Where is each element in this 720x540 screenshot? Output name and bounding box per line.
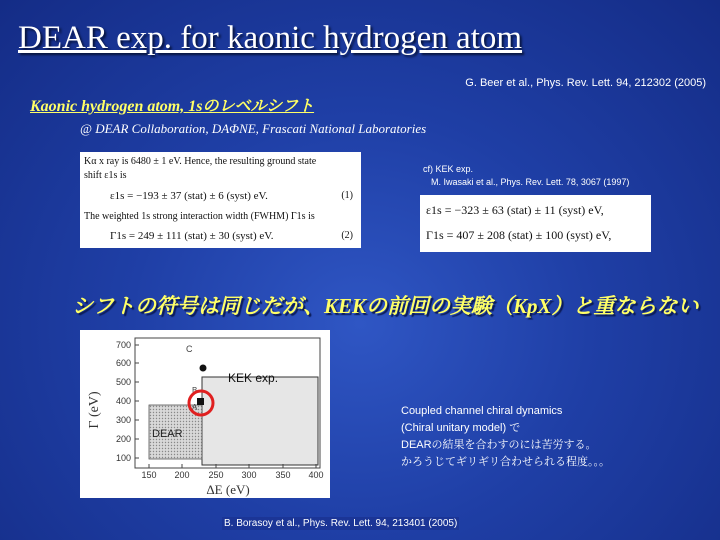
- y-axis-label: Γ (eV): [87, 391, 102, 429]
- note-line2: (Chiral unitary model) で: [401, 422, 521, 434]
- kek-equation-2: Γ1s = 407 ± 208 (stat) ± 100 (syst) eV,: [426, 228, 612, 242]
- chiral-dynamics-note: [401, 403, 610, 471]
- kek-region: [202, 377, 318, 465]
- slide-title: DEAR exp. for kaonic hydrogen atom: [18, 20, 523, 56]
- y-tick-label: 200: [115, 434, 131, 444]
- y-tick-label: 100: [115, 453, 131, 463]
- dear-equation-1: ε1s = −193 ± 37 (stat) ± 6 (syst) eV.: [110, 190, 268, 202]
- model-point-b: [197, 398, 204, 405]
- dear-text-line1: Kα x ray is 6480 ± 1 eV. Hence, the resulting ground state: [84, 156, 317, 167]
- slide-subtitle: Kaonic hydrogen atom, 1sのレベルシフト: [30, 98, 315, 115]
- headline-comparison: シフトの符号は同じだが、KEKの前回の実験（KpX）と重ならない: [72, 294, 699, 318]
- model-point-c: [200, 365, 207, 372]
- kek-region-label: KEK exp.: [228, 371, 279, 385]
- dear-result-box: [80, 152, 361, 248]
- y-tick-label: 400: [115, 396, 131, 406]
- dear-equation-2-number: (2): [341, 230, 353, 241]
- x-tick-label: 350: [275, 470, 291, 480]
- kek-reference-line2: M. Iwasaki et al., Phys. Rev. Lett. 78, 3067 (1997): [431, 177, 630, 187]
- dear-text-line2: shift ε1s is: [84, 170, 127, 181]
- kek-reference: [423, 163, 629, 189]
- dear-equation-1-number: (1): [341, 190, 353, 201]
- y-tick-label: 600: [115, 358, 131, 368]
- y-tick-label: 300: [115, 415, 131, 425]
- note-line1: Coupled channel chiral dynamics: [401, 405, 563, 417]
- point-letter-a: A: [192, 403, 198, 412]
- kek-equation-1: ε1s = −323 ± 63 (stat) ± 11 (syst) eV,: [426, 203, 604, 217]
- beer-reference: G. Beer et al., Phys. Rev. Lett. 94, 212302 (2005): [465, 77, 706, 89]
- x-tick-label: 300: [241, 470, 257, 480]
- kek-reference-line1: cf) KEK exp.: [423, 164, 474, 174]
- x-tick-label: 200: [174, 470, 190, 480]
- dear-region-label: DEAR: [152, 428, 183, 440]
- x-tick-label: 400: [308, 470, 324, 480]
- borasoy-reference: B. Borasoy et al., Phys. Rev. Lett. 94, 213401 (2005): [224, 518, 458, 529]
- kek-result-box: [420, 195, 651, 252]
- dear-text-line3: The weighted 1s strong interaction width (FWHM) Γ1s is: [84, 211, 315, 222]
- note-line3: DEARの結果を合わすのには苦労する。: [401, 439, 597, 451]
- x-axis-label: ΔE (eV): [206, 482, 250, 497]
- dear-equation-2: Γ1s = 249 ± 111 (stat) ± 30 (syst) eV.: [110, 230, 274, 242]
- x-tick-label: 250: [208, 470, 224, 480]
- y-tick-label: 500: [115, 377, 131, 387]
- y-tick-label: 700: [115, 340, 131, 350]
- note-line4: かろうじてギリギリ合わせられる程度。。。: [401, 456, 610, 468]
- shift-width-plot: [80, 330, 330, 498]
- collaboration-line: @ DEAR Collaboration, DAΦNE, Frascati National Laboratories: [80, 121, 427, 136]
- point-letter-b: B: [192, 386, 198, 395]
- x-tick-label: 150: [141, 470, 157, 480]
- point-letter-c: C: [186, 344, 193, 354]
